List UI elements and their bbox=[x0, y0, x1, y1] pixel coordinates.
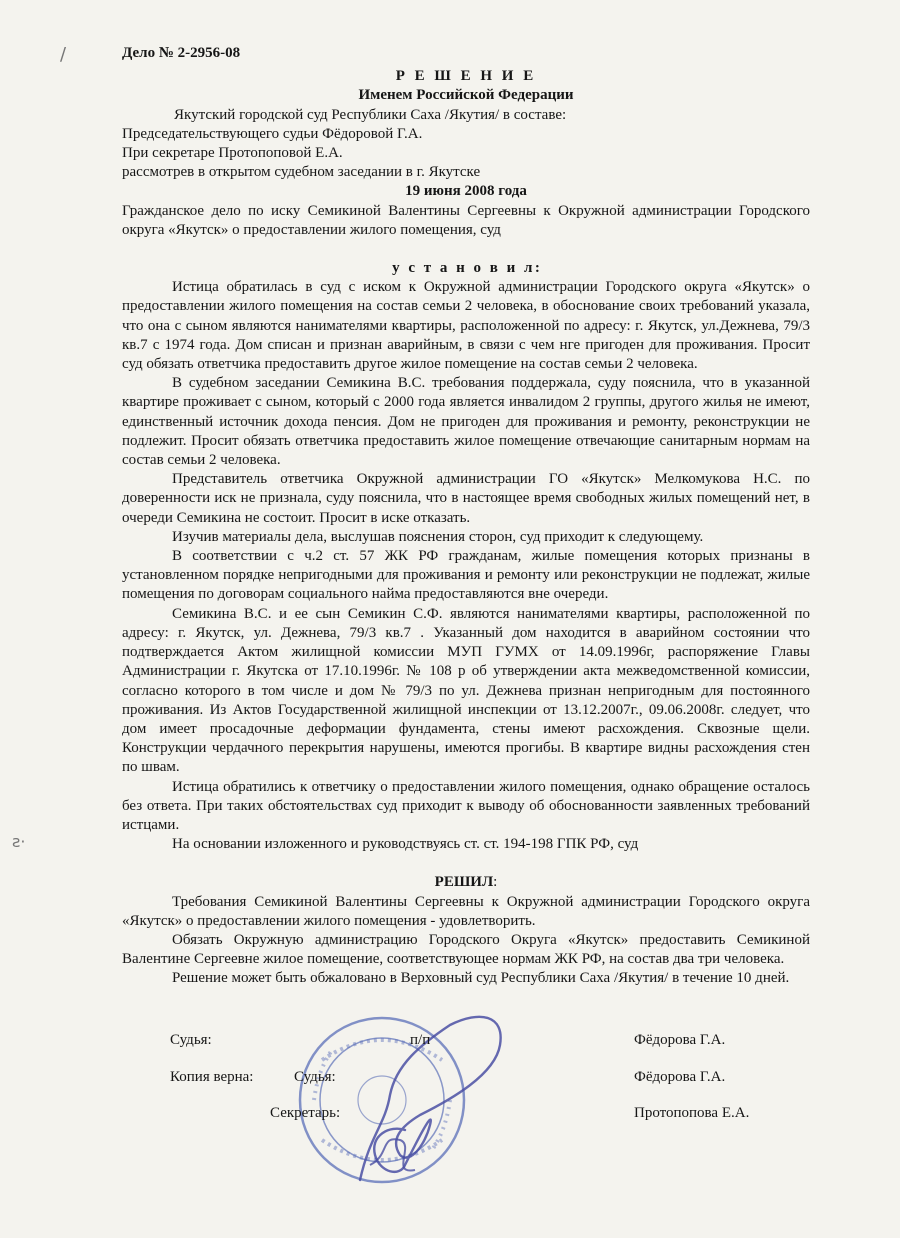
established-paragraph: В судебном заседании Семикина В.С. требования поддержала, суду пояснила, что в указанной квартире проживает с сыном, который с 2000 года является инвалидом 2 группы, другого жилья не имеют, единственный источник дохода пенсия. Дом не пригоден для проживания и ремонту, реконструкции не подлежит. Просит обязать ответчика предоставить жилое помещение отвечающие санитарным нормам на состав семьи 2 человека. bbox=[122, 375, 810, 469]
decided-heading-colon: : bbox=[493, 874, 498, 891]
established-heading-text: у с т а н о в и л bbox=[392, 260, 535, 277]
case-number: Дело № 2-2956-08 bbox=[122, 45, 241, 61]
secretary-label: Секретарь: bbox=[270, 1105, 341, 1121]
established-paragraph: В соответствии с ч.2 ст. 57 ЖК РФ гражданам, жилые помещения которых признаны в установленном порядке непригодными для проживания и ремонту или реконструкции не подлежат, жилые помещения по договорам социального найма предоставляются вне очереди. bbox=[122, 548, 810, 603]
copy-true-label: Копия верна: bbox=[170, 1069, 254, 1085]
intro-court: Якутский городской суд Республики Саха /Якутия/ в составе: bbox=[174, 106, 567, 123]
intro-judge: Председательствующего судьи Фёдоровой Г.А. bbox=[122, 125, 423, 142]
intro-hearing: рассмотрев в открытом судебном заседании в г. Якутске bbox=[122, 164, 481, 181]
decided-paragraph: Требования Семикиной Валентины Сергеевны к Окружной администрации Городского округа «Якутск» о предоставлении жилого помещения - удовлетворить. bbox=[122, 893, 810, 929]
secretary-name: Протопопова Е.А. bbox=[634, 1105, 750, 1121]
established-paragraph: На основании изложенного и руководствуясь ст. ст. 194-198 ГПК РФ, суд bbox=[172, 836, 639, 853]
decided-paragraph: Обязать Окружную администрацию Городского Округа «Якутск» предоставить Семикиной Валентине Сергеевне жилое помещение, соответствующее нормам ЖК РФ, на состав два три человека. bbox=[122, 931, 810, 968]
judge-label-copy: Судья: bbox=[294, 1069, 336, 1085]
judge-name: Фёдорова Г.А. bbox=[634, 1032, 726, 1048]
established-paragraph: Представитель ответчика Окружной администрации ГО «Якутск» Мелкомукова Н.С. по доверенности иск не признала, суду пояснила, что в настоящее время свободных жилых помещений нет, в очереди Семикина не состоит. Просит в иске отказать. bbox=[122, 471, 810, 526]
established-paragraph: Семикина В.С. и ее сын Семикин С.Ф. являются нанимателями квартиры, расположенной по адресу: г. Якутск, ул. Дежнева, 79/3 кв.7 . Указанный дом находится в аварийном состоянии что подтверждается Актом жилищной комиссии МУП ГУМХ от 14.09.1996г, распоряжение Главы Администрации г. Якутска от 17.10.1996г. № 108 р об утверждении акта межведомственной комиссии, согласно которого в том числе и дом № 79/3 по ул. Дежнева признан непригодным для постоянного проживания. Из Актов Государственной жилищной инспекции от 13.12.2007г., 09.06.2008г. следует, что дом имеет просадочные деформации фундамента, стены имеют расхождения. Сквозные щели. Конструкции чердачного перекрытия нарушены, имеются прогибы. В квартире видны расхождения стен по швам. bbox=[122, 605, 810, 776]
judge-name-copy: Фёдорова Г.А. bbox=[634, 1069, 726, 1085]
established-heading-colon: : bbox=[534, 260, 540, 277]
established-paragraph: Изучив материалы дела, выслушав пояснения сторон, суд приходит к следующему. bbox=[172, 528, 704, 545]
document-body bbox=[122, 44, 810, 989]
document-subtitle: Именем Российской Федерации bbox=[358, 87, 574, 104]
case-description: Гражданское дело по иску Семикиной Валентины Сергеевны к Окружной администрации Городского округа «Якутск» о предоставлении жилого помещения, суд bbox=[122, 202, 810, 238]
established-heading bbox=[122, 259, 810, 278]
decided-paragraph: Решение может быть обжаловано в Верховный суд Республики Саха /Якутия/ в течение 10 дней. bbox=[172, 970, 790, 987]
margin-mark-left: ƨ· bbox=[12, 832, 26, 851]
decided-heading bbox=[122, 873, 810, 892]
established-paragraph: Истица обратилась в суд с иском к Окружной администрации Городского округа «Якутск» о предоставлении жилого помещения на состав семьи 2 человека, в обоснование своих требований указала, что она с сыном являются нанимателями квартиры, расположенной по адресу: г. Якутск, ул.Дежнева, 79/3 кв.7 с 1974 года. Дом списан и признан аварийным, в связи с чем нге пригоден для проживания. Просит суд обязать ответчика предоставить другое жилое помещение на состав семьи 2 человека. bbox=[122, 279, 810, 373]
decided-heading-text: РЕШИЛ bbox=[434, 874, 494, 891]
hearing-date: 19 июня 2008 года bbox=[405, 183, 527, 200]
intro-secretary: При секретаре Протопоповой Е.А. bbox=[122, 145, 343, 162]
margin-mark-top: / bbox=[60, 44, 67, 65]
document-title: Р Е Ш Е Н И Е bbox=[395, 68, 537, 85]
pp-label: п/п bbox=[410, 1032, 431, 1048]
judge-label: Судья: bbox=[170, 1032, 212, 1048]
established-paragraph: Истица обратились к ответчику о предоставлении жилого помещения, однако обращение осталось без ответа. При таких обстоятельствах суд приходит к выводу об обоснованности заявленных требований истцами. bbox=[122, 778, 810, 833]
